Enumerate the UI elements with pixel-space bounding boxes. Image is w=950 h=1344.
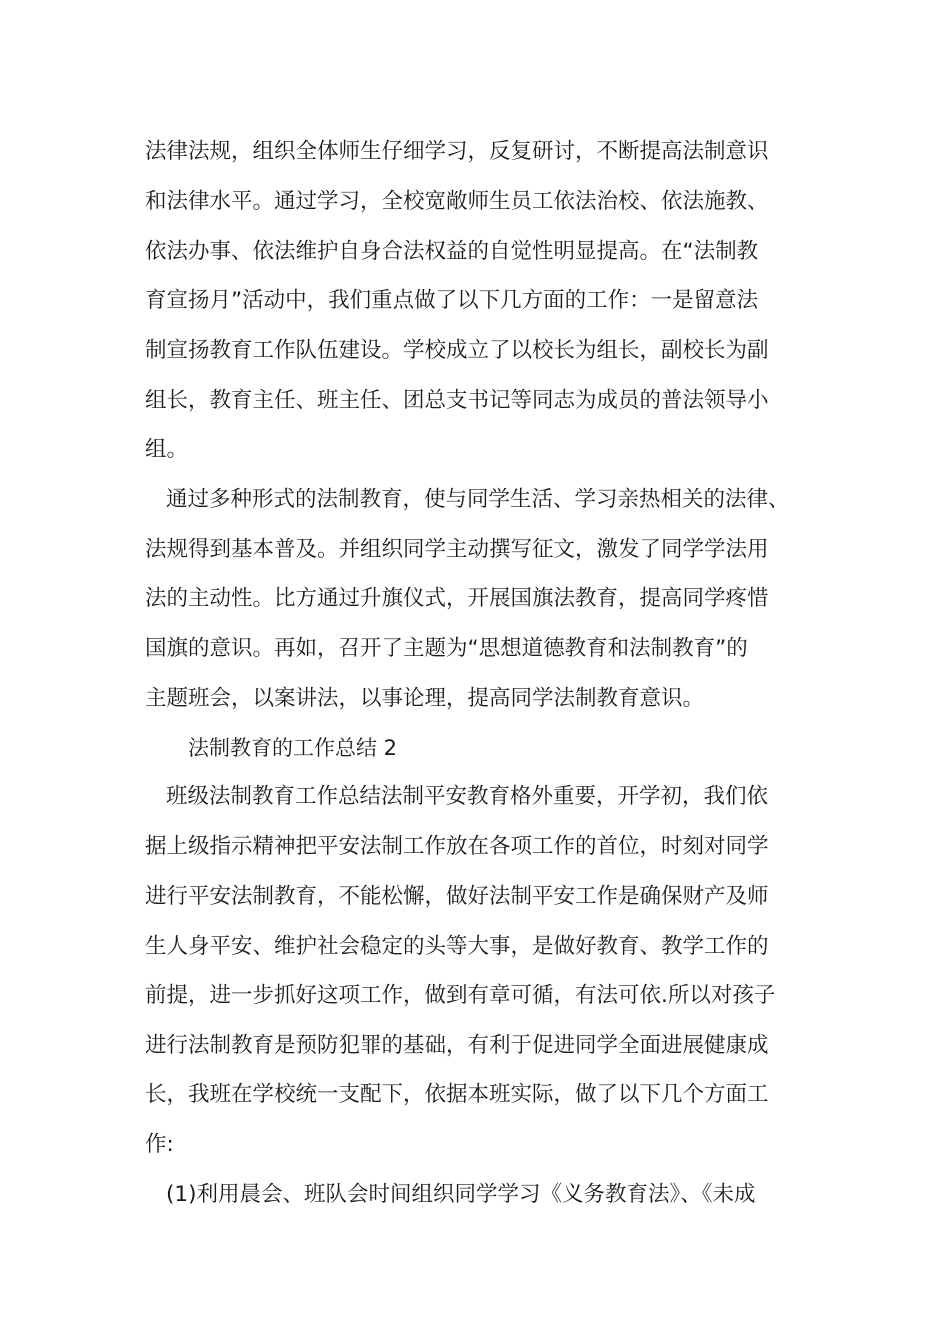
text-line: 依法办事、依法维护自身合法权益的自觉性明显提高。在“法制教 bbox=[145, 239, 759, 264]
list-item-line: (1)利用晨会、班队会时间组织同学学习《义务教育法》、《未成 bbox=[166, 1182, 756, 1207]
text-line: 法律法规，组织全体师生仔细学习，反复研讨，不断提高法制意识 bbox=[145, 139, 769, 164]
text-line: 生人身平安、维护社会稳定的头等大事，是做好教育、教学工作的 bbox=[145, 934, 769, 959]
paragraph-first-line: 通过多种形式的法制教育，使与同学生活、学习亲热相关的法律、 bbox=[166, 487, 790, 512]
text-line: 制宣扬教育工作队伍建设。学校成立了以校长为组长，副校长为副 bbox=[145, 338, 769, 363]
text-line: 作: bbox=[145, 1132, 174, 1157]
text-line: 组。 bbox=[145, 437, 189, 462]
text-line: 育宣扬月”活动中，我们重点做了以下几方面的工作：一是留意法 bbox=[145, 288, 759, 313]
paragraph-first-line: 班级法制教育工作总结法制平安教育格外重要，开学初，我们依 bbox=[166, 784, 769, 809]
text-line: 主题班会，以案讲法，以事论理，提高同学法制教育意识。 bbox=[145, 686, 705, 711]
text-line: 组长，教育主任、班主任、团总支书记等同志为成员的普法领导小 bbox=[145, 388, 769, 413]
text-line: 法的主动性。比方通过升旗仪式，开展国旗法教育，提高同学疼惜 bbox=[145, 586, 769, 611]
text-line: 长，我班在学校统一支配下，依据本班实际，做了以下几个方面工 bbox=[145, 1082, 769, 1107]
text-line: 国旗的意识。再如，召开了主题为“思想道德教育和法制教育”的 bbox=[145, 636, 748, 661]
text-line: 据上级指示精神把平安法制工作放在各项工作的首位，时刻对同学 bbox=[145, 834, 769, 859]
text-line: 法规得到基本普及。并组织同学主动撰写征文，激发了同学学法用 bbox=[145, 537, 769, 562]
text-line: 前提，进一步抓好这项工作，做到有章可循，有法可依.所以对孩子 bbox=[145, 983, 776, 1008]
section-heading: 法制教育的工作总结 2 bbox=[188, 736, 398, 760]
text-line: 和法律水平。通过学习，全校宽敞师生员工依法治校、依法施教、 bbox=[145, 189, 769, 214]
text-line: 进行平安法制教育，不能松懈，做好法制平安工作是确保财产及师 bbox=[145, 884, 769, 909]
text-line: 进行法制教育是预防犯罪的基础，有利于促进同学全面进展健康成 bbox=[145, 1033, 769, 1058]
